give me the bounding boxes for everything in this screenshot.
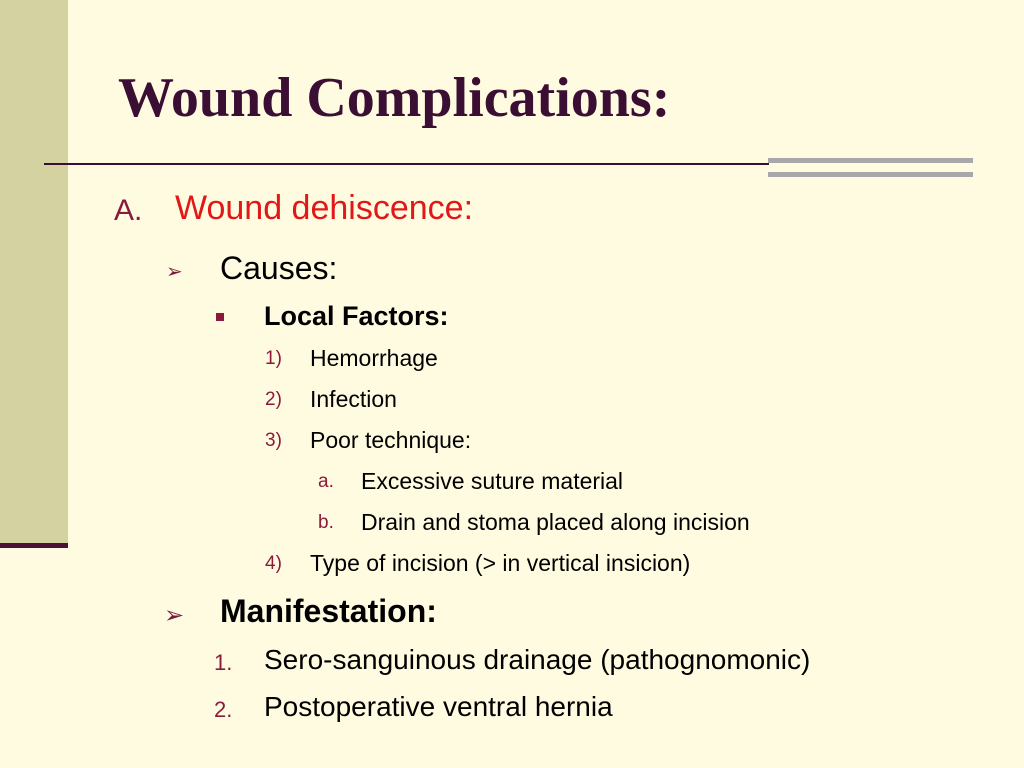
list-item-text: Postoperative ventral hernia: [264, 691, 613, 722]
list-marker: b.: [318, 512, 334, 533]
list-marker: 4): [265, 553, 282, 574]
list-marker: 2.: [214, 697, 233, 722]
local-factors-label: Local Factors:: [264, 301, 449, 331]
list-item-text: Poor technique:: [310, 427, 472, 453]
title-accent-bar-bottom: [768, 172, 973, 177]
list-item-text: Hemorrhage: [310, 345, 438, 371]
list-marker: 1): [265, 348, 282, 369]
arrow-bullet-icon: ➢: [164, 602, 185, 629]
list-item-text: Drain and stoma placed along incision: [361, 509, 750, 535]
left-side-band: [0, 0, 68, 546]
list-marker: a.: [318, 471, 334, 492]
arrow-bullet-icon: ➢: [166, 261, 183, 283]
title-underline: [44, 163, 769, 165]
square-bullet-icon: [216, 313, 224, 321]
list-item-text: Infection: [310, 386, 397, 412]
manifestation-label: Manifestation:: [220, 593, 437, 629]
list-item-text: Sero-sanguinous drainage (pathognomonic): [264, 644, 811, 675]
list-item-text: Type of incision (> in vertical insicion): [310, 550, 691, 576]
section-marker: A.: [114, 194, 143, 227]
section-label: Wound dehiscence:: [175, 189, 474, 227]
title-accent-bar-top: [768, 158, 973, 163]
list-item-text: Excessive suture material: [361, 468, 624, 494]
causes-label: Causes:: [220, 250, 338, 286]
slide-title: Wound Complications:: [118, 67, 671, 129]
list-marker: 1.: [214, 650, 233, 675]
list-marker: 3): [265, 430, 282, 451]
left-side-rule: [0, 543, 68, 548]
list-marker: 2): [265, 389, 282, 410]
